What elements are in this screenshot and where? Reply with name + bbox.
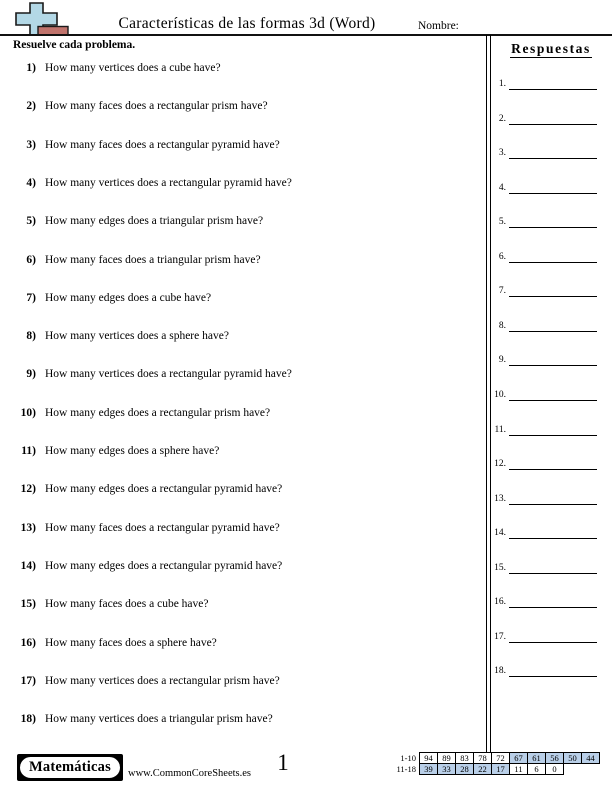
score-cell: 44 [581, 752, 600, 764]
question-number: 17) [20, 674, 36, 687]
answer-row [489, 560, 597, 574]
answer-blank-line[interactable] [509, 386, 597, 401]
answer-number: 16. [494, 597, 506, 608]
question-row [0, 406, 482, 420]
answer-row [489, 629, 597, 643]
answer-row [489, 352, 597, 366]
answer-number: 10. [494, 389, 506, 400]
answer-blank-line[interactable] [509, 593, 597, 608]
score-cell: 61 [527, 752, 546, 764]
question-row [0, 482, 482, 496]
score-cell: 72 [491, 752, 510, 764]
score-cell: 67 [509, 752, 528, 764]
question-text: How many faces does a rectangular pyramid have? [45, 521, 280, 534]
score-cell: 89 [437, 752, 456, 764]
score-cell: 28 [455, 763, 474, 775]
answer-row [489, 422, 597, 436]
question-number: 18) [20, 713, 36, 726]
score-row-label: 1-10 [400, 753, 416, 763]
question-row [0, 138, 482, 152]
score-cell: 56 [545, 752, 564, 764]
question-row [0, 291, 482, 305]
question-number: 8) [26, 330, 36, 343]
question-text: How many vertices does a rectangular pyramid have? [45, 176, 292, 189]
score-cell: 17 [491, 763, 510, 775]
answer-number: 8. [498, 320, 506, 331]
question-text: How many faces does a triangular prism have? [45, 253, 261, 266]
question-number: 11) [21, 445, 36, 457]
answer-number: 2. [498, 113, 506, 124]
answer-blank-line[interactable] [509, 179, 597, 194]
answer-blank-line[interactable] [509, 524, 597, 539]
question-text: How many faces does a rectangular prism have? [45, 100, 268, 113]
answer-blank-line[interactable] [509, 490, 597, 505]
score-cell: 11 [509, 763, 528, 775]
answer-row [489, 283, 597, 297]
answer-row [489, 249, 597, 263]
answer-row [489, 663, 597, 677]
question-text: How many vertices does a rectangular pyramid have? [45, 368, 292, 381]
question-number: 16) [20, 636, 36, 649]
score-row-label: 11-18 [396, 764, 416, 774]
brand-badge [17, 754, 123, 781]
question-text: How many edges does a rectangular pyramid have? [45, 559, 283, 572]
score-table [390, 752, 599, 775]
answer-blank-line[interactable] [509, 351, 597, 366]
question-text: How many faces does a sphere have? [45, 636, 217, 649]
header-rule [0, 34, 612, 36]
question-text: How many edges does a sphere have? [45, 445, 220, 457]
question-text: How many vertices does a triangular prism have? [45, 713, 273, 726]
question-text: How many faces does a cube have? [45, 598, 209, 611]
answers-title: Respuestas [511, 41, 591, 56]
answer-blank-line[interactable] [509, 317, 597, 332]
answer-row [489, 145, 597, 159]
answer-blank-line[interactable] [509, 75, 597, 90]
question-number: 2) [26, 100, 36, 113]
question-number: 15) [20, 598, 36, 611]
question-row [0, 444, 482, 458]
question-number: 6) [26, 253, 36, 266]
answer-row [489, 76, 597, 90]
score-cell: 33 [437, 763, 456, 775]
score-table-row [390, 763, 599, 775]
answer-number: 3. [498, 148, 506, 159]
score-cell: 83 [455, 752, 474, 764]
answer-blank-line[interactable] [509, 248, 597, 263]
question-row [0, 253, 482, 267]
score-cell: 94 [419, 752, 438, 764]
answer-number: 9. [498, 355, 506, 366]
answer-number: 12. [494, 459, 506, 470]
answer-row [489, 214, 597, 228]
answer-row [489, 318, 597, 332]
question-number: 10) [20, 406, 36, 419]
answer-number: 7. [498, 286, 506, 297]
answer-number: 14. [494, 528, 506, 539]
answer-number: 5. [498, 217, 506, 228]
question-number: 14) [20, 559, 36, 572]
question-text: How many edges does a cube have? [45, 291, 212, 304]
question-row [0, 597, 482, 611]
answer-blank-line[interactable] [509, 662, 597, 677]
question-text: How many vertices does a rectangular prism have? [45, 674, 280, 687]
score-cell: 39 [419, 763, 438, 775]
name-label: Nombre: [418, 20, 459, 32]
answer-blank-line[interactable] [509, 421, 597, 436]
question-row [0, 61, 482, 75]
question-number: 9) [26, 368, 36, 381]
question-row [0, 214, 482, 228]
answer-number: 11. [494, 424, 506, 435]
answer-number: 18. [494, 666, 506, 677]
answer-row [489, 111, 597, 125]
question-row [0, 176, 482, 190]
page-title: Características de las formas 3d (Word) [118, 15, 376, 32]
question-number: 4) [26, 176, 36, 189]
question-row [0, 636, 482, 650]
question-number: 13) [20, 521, 36, 534]
score-cell: 78 [473, 752, 492, 764]
answer-blank-line[interactable] [509, 110, 597, 125]
question-number: 3) [26, 138, 36, 151]
question-text: How many faces does a rectangular pyramid have? [45, 138, 280, 151]
answer-row [489, 387, 597, 401]
answer-number: 15. [494, 562, 506, 573]
answer-number: 6. [498, 251, 506, 262]
answer-number: 1. [498, 79, 506, 89]
score-cell: 50 [563, 752, 582, 764]
score-cell: 6 [527, 763, 546, 775]
question-row [0, 712, 482, 726]
answer-row [489, 456, 597, 470]
answer-number: 4. [498, 182, 506, 193]
answer-blank-line[interactable] [509, 628, 597, 643]
page-number: 1 [277, 750, 289, 775]
question-text: How many vertices does a sphere have? [45, 330, 229, 343]
question-row [0, 521, 482, 535]
answer-blank-line[interactable] [509, 213, 597, 228]
question-row [0, 674, 482, 688]
question-text: How many edges does a triangular prism have? [45, 215, 264, 228]
question-text: How many edges does a rectangular pyramid have? [45, 483, 283, 496]
website-text: www.CommonCoreSheets.es [128, 768, 251, 779]
question-number: 1) [26, 62, 36, 74]
brand-label: Matemáticas [19, 756, 121, 779]
answer-number: 17. [494, 631, 506, 642]
question-number: 12) [20, 483, 36, 496]
question-row [0, 559, 482, 573]
answer-blank-line[interactable] [509, 559, 597, 574]
answer-blank-line[interactable] [509, 455, 597, 470]
instruction-text: Resuelve cada problema. [13, 39, 136, 51]
score-cell: 22 [473, 763, 492, 775]
question-row [0, 367, 482, 381]
question-number: 5) [26, 215, 36, 228]
answer-row [489, 180, 597, 194]
answer-row [489, 594, 597, 608]
answer-blank-line[interactable] [509, 282, 597, 297]
question-row [0, 329, 482, 343]
question-number: 7) [26, 291, 36, 304]
answer-blank-line[interactable] [509, 144, 597, 159]
question-row [0, 99, 482, 113]
answer-row [489, 491, 597, 505]
answer-row [489, 525, 597, 539]
answer-number: 13. [494, 493, 506, 504]
score-cell: 0 [545, 763, 564, 775]
question-text: How many vertices does a cube have? [45, 62, 221, 74]
question-text: How many edges does a rectangular prism have? [45, 406, 271, 419]
